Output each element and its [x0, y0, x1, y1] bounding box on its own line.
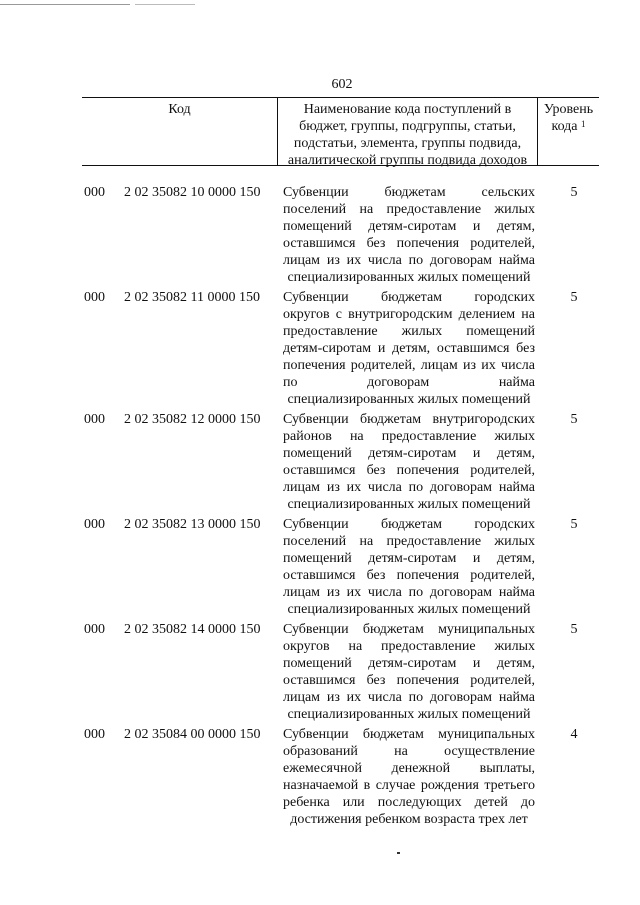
income-code: 2 02 35082 13 0000 150 [124, 517, 261, 532]
table-row [84, 618, 599, 723]
name-line: округов на предоставление жилых [283, 639, 535, 654]
income-code: 2 02 35082 12 0000 150 [124, 412, 261, 427]
name-line: помещений детям-сиротам и детям, [283, 656, 535, 671]
admin-code: 000 [84, 290, 105, 305]
header-name-line: подстатьи, элемента, группы подвида, [293, 136, 522, 151]
name-line: достижения ребенком возраста трех лет [290, 812, 528, 827]
header-name-line: Наименование кода поступлений в [303, 102, 512, 117]
admin-code: 000 [84, 185, 105, 200]
code-level: 5 [570, 290, 578, 305]
income-name [283, 513, 535, 618]
header-name-line: аналитической группы подвида доходов [287, 153, 528, 168]
table-row [84, 513, 599, 618]
admin-code: 000 [84, 622, 105, 637]
name-line: ребенка или последующих детей до [283, 795, 535, 810]
name-line: Субвенции бюджетам городских [283, 290, 535, 305]
page-number: 602 [331, 77, 353, 92]
name-line: лицам из их числа по договорам найма [283, 480, 535, 495]
table-row [84, 286, 599, 408]
name-line: по договорам найма [283, 375, 535, 390]
name-line: помещений детям-сиротам и детям, [283, 446, 535, 461]
name-line: оставшимся без попечения родителей, [283, 463, 535, 478]
name-line: образований на осуществление [283, 744, 535, 759]
table-header [82, 97, 599, 166]
income-code: 2 02 35082 14 0000 150 [124, 622, 261, 637]
name-line: помещений детям-сиротам и детям, [283, 219, 535, 234]
header-name-line: бюджет, группы, подгруппы, статьи, [299, 119, 516, 134]
header-name [277, 98, 538, 168]
income-code: 2 02 35084 00 0000 150 [124, 727, 261, 742]
name-line: специализированных жилых помещений [287, 270, 531, 285]
table-row [84, 181, 599, 286]
income-name [283, 723, 535, 828]
scan-edge-line [0, 4, 130, 5]
name-line: специализированных жилых помещений [287, 392, 531, 407]
code-level: 5 [570, 622, 578, 637]
name-line: специализированных жилых помещений [287, 602, 531, 617]
name-line: округов с внутригородским делением на [283, 307, 535, 322]
code-level: 5 [570, 412, 578, 427]
name-line: Субвенции бюджетам муниципальных [283, 727, 535, 742]
name-line: ежемесячной денежной выплаты, [283, 761, 535, 776]
income-name [283, 618, 535, 723]
income-code: 2 02 35082 11 0000 150 [124, 290, 260, 305]
name-line: специализированных жилых помещений [287, 497, 531, 512]
admin-code: 000 [84, 517, 105, 532]
name-line: поселений на предоставление жилых [283, 534, 535, 549]
code-level: 5 [570, 517, 578, 532]
header-level-word: кода [551, 119, 578, 134]
name-line: поселений на предоставление жилых [283, 202, 535, 217]
table-row [84, 723, 599, 828]
admin-code: 000 [84, 727, 105, 742]
name-line: лицам из их числа по договорам найма [283, 253, 535, 268]
name-line: Субвенции бюджетам сельских [283, 185, 535, 200]
code-level: 5 [570, 185, 578, 200]
name-line: лицам из их числа по договорам найма [283, 690, 535, 705]
table-body [84, 181, 599, 828]
table-row [84, 408, 599, 513]
header-code: Код [168, 102, 191, 117]
income-code: 2 02 35082 10 0000 150 [124, 185, 261, 200]
name-line: Субвенции бюджетам внутригородских [283, 412, 535, 427]
income-name [283, 181, 535, 286]
name-line: специализированных жилых помещений [287, 707, 531, 722]
name-line: Субвенции бюджетам муниципальных [283, 622, 535, 637]
name-line: районов на предоставление жилых [283, 429, 535, 444]
name-line: Субвенции бюджетам городских [283, 517, 535, 532]
scan-speck [397, 852, 400, 854]
footnote-marker: 1 [581, 119, 586, 129]
name-line: предоставление жилых помещений [283, 324, 535, 339]
name-line: назначаемой в случае рождения третьего [283, 778, 535, 793]
code-level: 4 [570, 727, 578, 742]
income-name [283, 286, 535, 408]
header-level-line: Уровень [543, 102, 594, 117]
name-line: оставшимся без попечения родителей, [283, 673, 535, 688]
name-line: оставшимся без попечения родителей, [283, 568, 535, 583]
income-name [283, 408, 535, 513]
name-line: помещений детям-сиротам и детям, [283, 551, 535, 566]
header-level [538, 98, 599, 165]
admin-code: 000 [84, 412, 105, 427]
name-line: попечения родителей, лицам из их числа [283, 358, 535, 373]
header-level-line [538, 118, 599, 135]
name-line: детям-сиротам и детям, оставшимся без [283, 341, 535, 356]
scan-edge-line [135, 4, 195, 5]
name-line: лицам из их числа по договорам найма [283, 585, 535, 600]
name-line: оставшимся без попечения родителей, [283, 236, 535, 251]
